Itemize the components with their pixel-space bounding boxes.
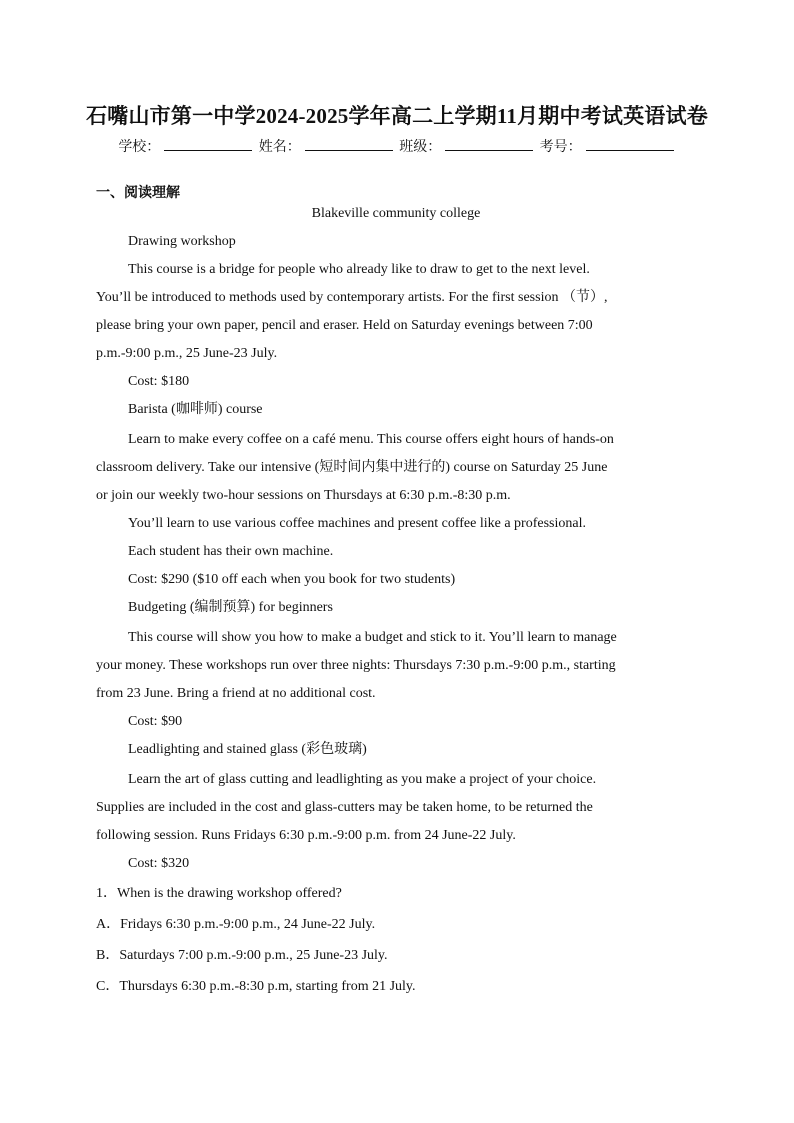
barista-cost: Cost: $290 ($10 off each when you book for two students) — [128, 572, 456, 587]
barista-line: or join our weekly two-hour sessions on Thursdays at 6:30 p.m.-8:30 p.m. — [96, 488, 511, 503]
option-a[interactable]: A．Fridays 6:30 p.m.-9:00 p.m., 24 June-22 July. — [96, 917, 376, 932]
barista-title: Barista (咖啡师) course — [128, 402, 263, 417]
leadlighting-line: Learn the art of glass cutting and leadlighting as you make a project of your choice. — [128, 772, 597, 787]
exam-number-label: 考号： — [539, 139, 582, 155]
budgeting-cost: Cost: $90 — [128, 714, 183, 729]
leadlighting-line: Supplies are included in the cost and glass-cutters may be taken home, to be returned the — [96, 800, 593, 815]
budgeting-line: from 23 June. Bring a friend at no additional cost. — [96, 686, 376, 701]
budgeting-line: your money. These workshops run over three nights: Thursdays 7:30 p.m.-9:00 p.m., starting — [96, 658, 616, 673]
passage — [96, 200, 696, 1001]
student-info-row — [0, 136, 794, 156]
barista-extra: You’ll learn to use various coffee machines and present coffee like a professional. — [128, 516, 586, 531]
exam-number-blank[interactable] — [586, 138, 674, 151]
class-blank[interactable] — [445, 138, 533, 151]
barista-line: classroom delivery. Take our intensive (短时间内集中进行的) course on Saturday 25 June — [96, 460, 608, 475]
leadlighting-cost: Cost: $320 — [128, 856, 190, 871]
drawing-line: This course is a bridge for people who already like to draw to get to the next level. — [128, 262, 590, 277]
name-label: 姓名： — [258, 139, 301, 155]
budgeting-title: Budgeting (编制预算) for beginners — [128, 600, 333, 615]
page-title: 石嘴山市第一中学2024-2025学年高二上学期11月期中考试英语试卷 — [86, 104, 708, 128]
passage-heading: Blakeville community college — [311, 206, 481, 221]
drawing-line: p.m.-9:00 p.m., 25 June-23 July. — [96, 346, 278, 361]
leadlighting-title: Leadlighting and stained glass (彩色玻璃) — [128, 742, 367, 757]
section-title: 一、阅读理解 — [96, 185, 180, 201]
barista-extra: Each student has their own machine. — [128, 544, 334, 559]
drawing-title: Drawing workshop — [128, 234, 236, 249]
school-blank[interactable] — [164, 138, 252, 151]
budgeting-line: This course will show you how to make a budget and stick to it. You’ll learn to manage — [128, 630, 617, 645]
option-b[interactable]: B．Saturdays 7:00 p.m.-9:00 p.m., 25 June-23 July. — [96, 948, 388, 963]
question-stem: 1．When is the drawing workshop offered? — [96, 886, 342, 901]
drawing-cost: Cost: $180 — [128, 374, 190, 389]
option-c[interactable]: C．Thursdays 6:30 p.m.-8:30 p.m, starting from 21 July. — [96, 979, 416, 994]
barista-line: Learn to make every coffee on a café menu. This course offers eight hours of hands-on — [128, 432, 614, 447]
drawing-line: please bring your own paper, pencil and eraser. Held on Saturday evenings between 7:00 — [96, 318, 593, 333]
school-label: 学校： — [118, 139, 161, 155]
name-blank[interactable] — [305, 138, 393, 151]
class-label: 班级： — [399, 139, 442, 155]
leadlighting-line: following session. Runs Fridays 6:30 p.m.-9:00 p.m. from 24 June-22 July. — [96, 828, 516, 843]
drawing-line: You’ll be introduced to methods used by contemporary artists. For the first session （节）, — [96, 290, 608, 305]
